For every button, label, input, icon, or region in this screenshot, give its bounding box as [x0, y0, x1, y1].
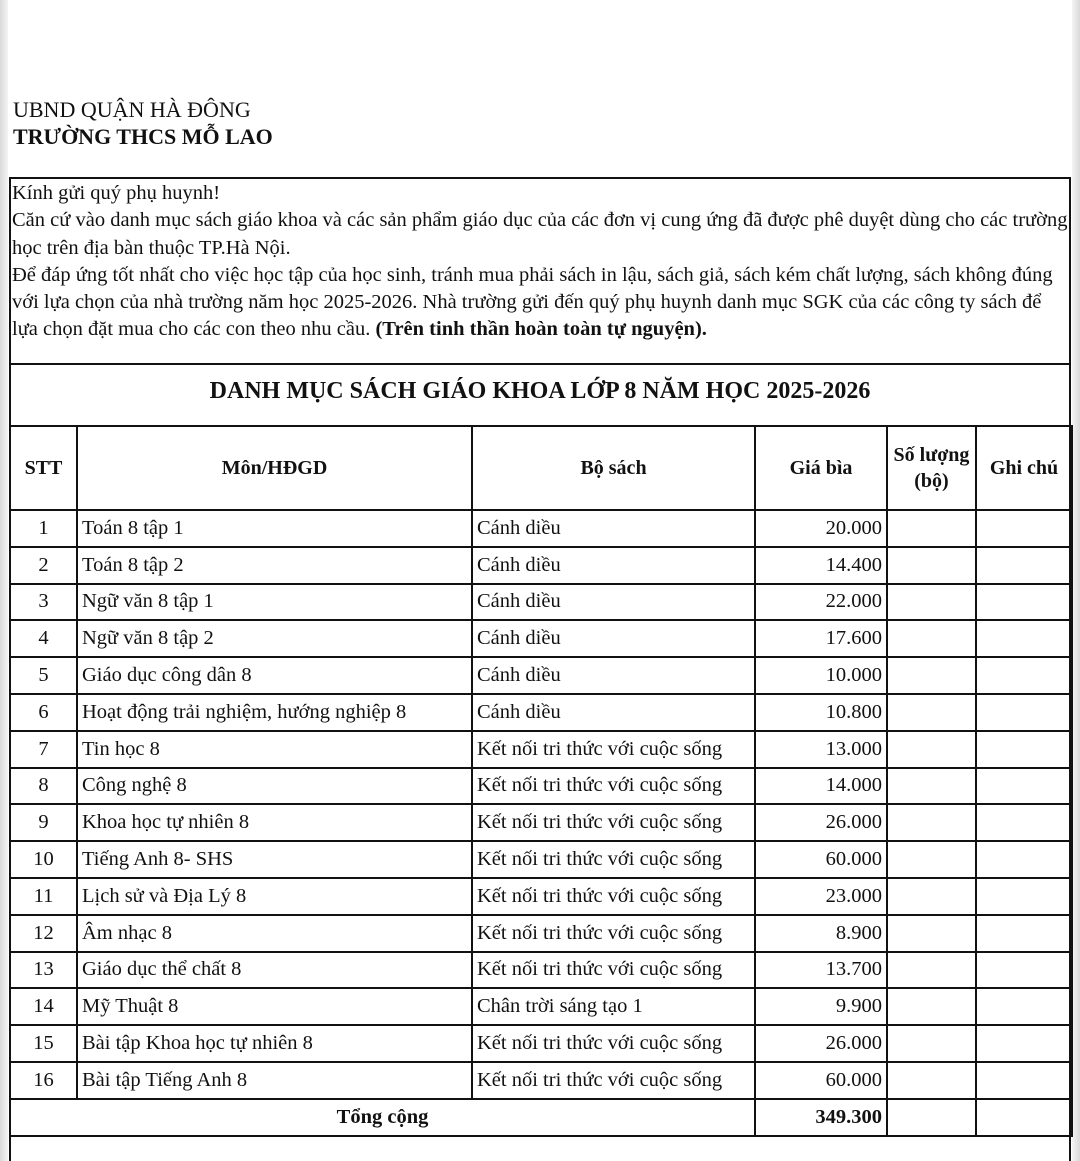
row-price: 22.000 — [755, 584, 887, 621]
row-quantity-cell — [887, 804, 976, 841]
row-quantity-cell — [887, 988, 976, 1025]
total-row — [10, 1099, 1072, 1136]
row-series: Chân trời sáng tạo 1 — [472, 988, 755, 1025]
row-quantity-cell — [887, 694, 976, 731]
row-price: 13.700 — [755, 952, 887, 989]
row-price: 10.800 — [755, 694, 887, 731]
total-quantity-cell — [887, 1099, 976, 1136]
header-subject: Môn/HĐGD — [77, 426, 472, 510]
row-stt: 11 — [10, 878, 77, 915]
total-price: 349.300 — [755, 1099, 887, 1136]
intro-divider — [9, 363, 1071, 365]
row-series: Kết nối tri thức với cuộc sống — [472, 915, 755, 952]
table-row — [10, 804, 1072, 841]
document-title: DANH MỤC SÁCH GIÁO KHOA LỚP 8 NĂM HỌC 2025-2026 — [209, 378, 871, 404]
row-subject: Bài tập Tiếng Anh 8 — [77, 1062, 472, 1099]
row-series: Kết nối tri thức với cuộc sống — [472, 804, 755, 841]
row-subject: Công nghệ 8 — [77, 768, 472, 805]
row-series: Kết nối tri thức với cuộc sống — [472, 768, 755, 805]
row-price: 14.400 — [755, 547, 887, 584]
row-quantity-cell — [887, 1025, 976, 1062]
school-name: TRƯỜNG THCS MỖ LAO — [13, 124, 273, 149]
table-row — [10, 1025, 1072, 1062]
intro-letter — [12, 180, 1072, 344]
row-series: Cánh diều — [472, 547, 755, 584]
total-label: Tổng cộng — [10, 1099, 755, 1136]
row-price: 14.000 — [755, 768, 887, 805]
row-series: Cánh diều — [472, 620, 755, 657]
row-subject: Khoa học tự nhiên 8 — [77, 804, 472, 841]
row-note-cell — [976, 694, 1072, 731]
row-price: 60.000 — [755, 841, 887, 878]
row-series: Cánh diều — [472, 694, 755, 731]
table-row — [10, 510, 1072, 547]
row-price: 23.000 — [755, 878, 887, 915]
table-row — [10, 584, 1072, 621]
row-stt: 9 — [10, 804, 77, 841]
header-quantity: Số lượng (bộ) — [887, 426, 976, 510]
row-quantity-cell — [887, 841, 976, 878]
page-edge-left — [0, 0, 8, 1161]
table-header-row — [10, 426, 1072, 510]
table-row — [10, 694, 1072, 731]
row-stt: 6 — [10, 694, 77, 731]
row-series: Kết nối tri thức với cuộc sống — [472, 878, 755, 915]
row-subject: Âm nhạc 8 — [77, 915, 472, 952]
table-row — [10, 841, 1072, 878]
row-price: 9.900 — [755, 988, 887, 1025]
table-row — [10, 657, 1072, 694]
row-note-cell — [976, 1062, 1072, 1099]
row-quantity-cell — [887, 620, 976, 657]
intro-paragraph-2 — [12, 262, 1072, 344]
row-series: Cánh diều — [472, 657, 755, 694]
total-note-cell — [976, 1099, 1072, 1136]
row-note-cell — [976, 915, 1072, 952]
row-quantity-cell — [887, 510, 976, 547]
row-price: 17.600 — [755, 620, 887, 657]
greeting: Kính gửi quý phụ huynh! — [12, 182, 221, 204]
row-stt: 14 — [10, 988, 77, 1025]
row-note-cell — [976, 584, 1072, 621]
voluntary-note: (Trên tinh thần hoàn toàn tự nguyện). — [375, 318, 707, 341]
row-note-cell — [976, 804, 1072, 841]
row-subject: Lịch sử và Địa Lý 8 — [77, 878, 472, 915]
row-note-cell — [976, 547, 1072, 584]
row-note-cell — [976, 878, 1072, 915]
table-row — [10, 547, 1072, 584]
row-price: 26.000 — [755, 1025, 887, 1062]
intro-paragraph-2-text: Để đáp ứng tốt nhất cho việc học tập của học sinh, tránh mua phải sách in lậu, sách giả, sách kém chất lượng, sách không đúng với lựa chọn của nhà trường năm học 2025-2026. Nhà trường gửi đến quý phụ huynh danh mục SGK của các công ty sách để lựa chọn đặt mua cho các con theo nhu cầu. — [12, 263, 1053, 341]
table-row — [10, 988, 1072, 1025]
header-stt: STT — [10, 426, 77, 510]
row-stt: 16 — [10, 1062, 77, 1099]
row-quantity-cell — [887, 952, 976, 989]
row-note-cell — [976, 731, 1072, 768]
table-row — [10, 768, 1072, 805]
header-note: Ghi chú — [976, 426, 1072, 510]
row-series: Cánh diều — [472, 510, 755, 547]
row-price: 20.000 — [755, 510, 887, 547]
intro-paragraph-1: Căn cứ vào danh mục sách giáo khoa và các sản phẩm giáo dục của các đơn vị cung ứng đã được phê duyệt dùng cho các trường học trên địa bàn thuộc TP.Hà Nội. — [12, 209, 1068, 259]
row-stt: 4 — [10, 620, 77, 657]
row-stt: 1 — [10, 510, 77, 547]
row-quantity-cell — [887, 768, 976, 805]
row-quantity-cell — [887, 657, 976, 694]
page-edge-right — [1072, 0, 1080, 1161]
table-row — [10, 731, 1072, 768]
row-series: Cánh diều — [472, 584, 755, 621]
row-note-cell — [976, 1025, 1072, 1062]
row-stt: 5 — [10, 657, 77, 694]
organization-header — [13, 96, 273, 150]
row-series: Kết nối tri thức với cuộc sống — [472, 952, 755, 989]
row-price: 13.000 — [755, 731, 887, 768]
row-stt: 3 — [10, 584, 77, 621]
row-series: Kết nối tri thức với cuộc sống — [472, 1025, 755, 1062]
header-price: Giá bìa — [755, 426, 887, 510]
row-note-cell — [976, 988, 1072, 1025]
row-subject: Bài tập Khoa học tự nhiên 8 — [77, 1025, 472, 1062]
row-subject: Hoạt động trải nghiệm, hướng nghiệp 8 — [77, 694, 472, 731]
row-stt: 7 — [10, 731, 77, 768]
district-name: UBND QUẬN HÀ ĐÔNG — [13, 97, 251, 122]
row-series: Kết nối tri thức với cuộc sống — [472, 731, 755, 768]
row-subject: Toán 8 tập 2 — [77, 547, 472, 584]
row-subject: Tin học 8 — [77, 731, 472, 768]
row-note-cell — [976, 510, 1072, 547]
row-quantity-cell — [887, 731, 976, 768]
row-quantity-cell — [887, 1062, 976, 1099]
row-series: Kết nối tri thức với cuộc sống — [472, 1062, 755, 1099]
row-note-cell — [976, 952, 1072, 989]
row-note-cell — [976, 768, 1072, 805]
row-stt: 15 — [10, 1025, 77, 1062]
table-row — [10, 1062, 1072, 1099]
row-stt: 8 — [10, 768, 77, 805]
row-subject: Mỹ Thuật 8 — [77, 988, 472, 1025]
row-subject: Ngữ văn 8 tập 2 — [77, 620, 472, 657]
table-row — [10, 952, 1072, 989]
row-stt: 12 — [10, 915, 77, 952]
row-note-cell — [976, 620, 1072, 657]
row-subject: Giáo dục công dân 8 — [77, 657, 472, 694]
table-row — [10, 620, 1072, 657]
textbook-table — [9, 425, 1073, 1137]
header-series: Bộ sách — [472, 426, 755, 510]
row-price: 8.900 — [755, 915, 887, 952]
row-note-cell — [976, 657, 1072, 694]
row-stt: 10 — [10, 841, 77, 878]
row-subject: Toán 8 tập 1 — [77, 510, 472, 547]
row-subject: Giáo dục thể chất 8 — [77, 952, 472, 989]
row-quantity-cell — [887, 915, 976, 952]
table-row — [10, 915, 1072, 952]
row-quantity-cell — [887, 878, 976, 915]
row-quantity-cell — [887, 547, 976, 584]
row-quantity-cell — [887, 584, 976, 621]
row-price: 60.000 — [755, 1062, 887, 1099]
row-stt: 2 — [10, 547, 77, 584]
row-stt: 13 — [10, 952, 77, 989]
row-subject: Ngữ văn 8 tập 1 — [77, 584, 472, 621]
row-note-cell — [976, 841, 1072, 878]
row-price: 10.000 — [755, 657, 887, 694]
row-subject: Tiếng Anh 8- SHS — [77, 841, 472, 878]
row-series: Kết nối tri thức với cuộc sống — [472, 841, 755, 878]
row-price: 26.000 — [755, 804, 887, 841]
table-row — [10, 878, 1072, 915]
